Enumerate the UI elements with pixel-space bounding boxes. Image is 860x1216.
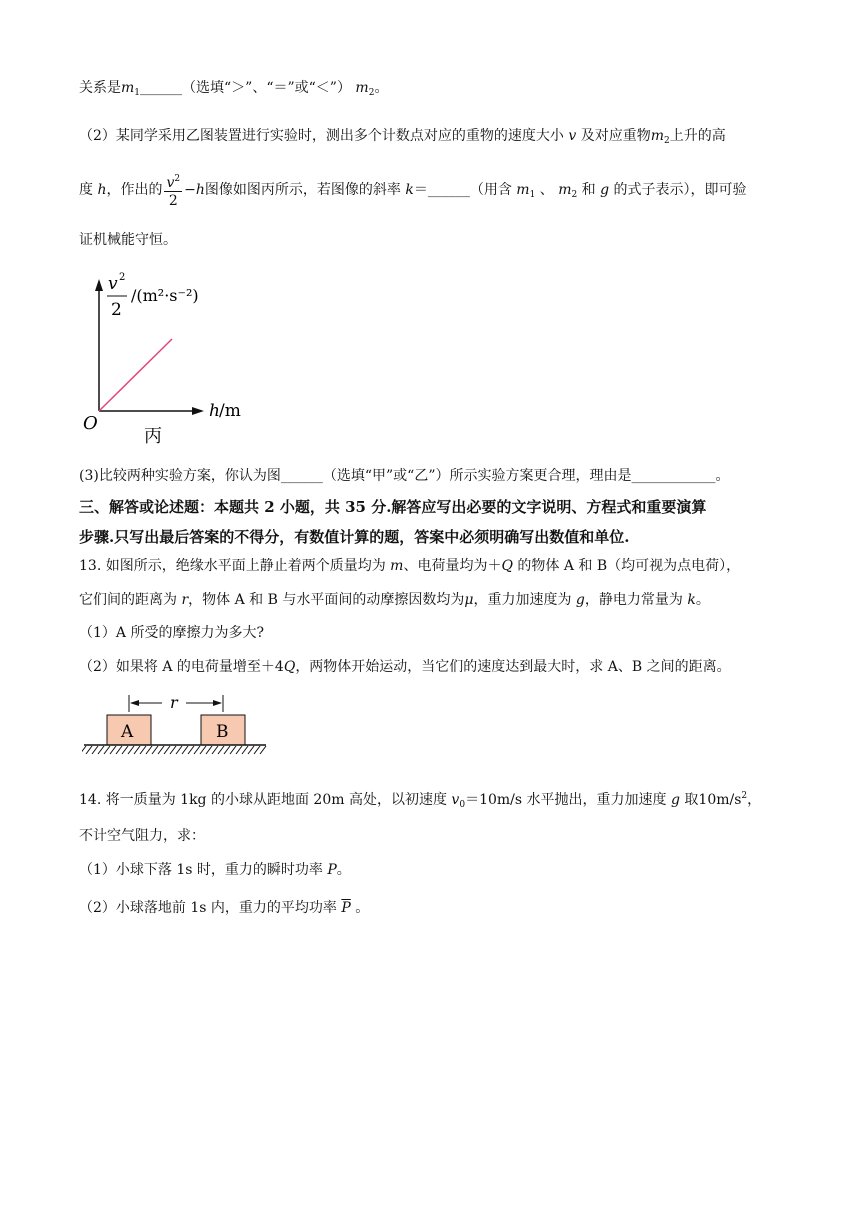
hatch-stroke (134, 746, 140, 754)
hatch-stroke (188, 746, 194, 754)
text: 。 (336, 862, 351, 878)
q13-line1 (79, 556, 740, 576)
text: 取 (684, 792, 699, 808)
q13-sub2 (79, 657, 731, 677)
answer-blank: ______ (140, 80, 183, 96)
text: （1）小球下落 1s 时，重力的瞬时功率 (79, 862, 323, 878)
ground-hatching (82, 746, 266, 754)
hatch-stroke (82, 746, 86, 754)
hatch-stroke (116, 746, 122, 754)
hatch-stroke (230, 746, 236, 754)
hatch-stroke (224, 746, 230, 754)
section3-heading-line1: 三、解答或论述题：本题共 2 小题，共 35 分.解答应写出必要的文字说明、方程式和重要演算 (79, 498, 707, 516)
sup: 2 (741, 791, 748, 801)
text: ，静电力常量为 (584, 592, 683, 608)
var-m: m (650, 128, 665, 144)
text: 、 (539, 182, 554, 198)
var-h: h (97, 182, 107, 198)
y-label-v: v (108, 274, 118, 294)
hatch-stroke (152, 746, 158, 754)
text: 的物体 A 和 B（均可视为点电荷）， (517, 558, 741, 574)
y-label-unit: /(m²·s⁻²) (131, 286, 199, 305)
hatch-stroke (236, 746, 242, 754)
text: 的式子表示），即可验 (613, 182, 747, 198)
sub: 2 (368, 88, 375, 98)
q14-sub1 (79, 860, 351, 880)
value: ＝10m/s (465, 792, 523, 808)
r-arrow-right-head (213, 700, 222, 706)
hatch-stroke (98, 746, 104, 754)
sup: 2 (174, 173, 181, 184)
text: 14. 将一质量为 1kg 的小球从距地面 20m 高处，以初速度 (79, 792, 447, 808)
text: ， (747, 792, 762, 808)
sub: 2 (664, 136, 670, 146)
text: 13. 如图所示，绝缘水平面上静止着两个质量均为 (79, 558, 386, 574)
sub: 1 (134, 88, 141, 98)
var-v0: v (451, 792, 460, 808)
q13-figure (82, 690, 272, 760)
text: 。 (374, 80, 389, 96)
hatch-stroke (110, 746, 116, 754)
text: ＝______（用含 (413, 182, 512, 198)
text: (3)比较两种实验方案，你认为图 (79, 468, 281, 484)
text: （选填“＞”、“＝”或“＜”） (182, 80, 351, 96)
hatch-stroke (200, 746, 206, 754)
hatch-stroke (212, 746, 218, 754)
q12-part3 (79, 466, 729, 486)
text: 。 (695, 592, 710, 608)
x-label-unit: /m (219, 401, 241, 421)
hatch-stroke (254, 746, 260, 754)
var-mu: μ (464, 592, 474, 608)
hatch-stroke (128, 746, 134, 754)
var-k: k (405, 182, 414, 198)
r-label: r (170, 693, 178, 712)
hatch-stroke (242, 746, 248, 754)
text: ，重力加速度为 (473, 592, 572, 608)
fraction-v2-over-2 (164, 171, 182, 210)
figure-caption: 丙 (144, 426, 162, 447)
den: 2 (168, 192, 178, 209)
block-b-label: B (216, 722, 229, 742)
text: 图像如图丙所示，若图像的斜率 (204, 182, 401, 198)
block-a-label: A (121, 722, 134, 742)
hatch-stroke (158, 746, 164, 754)
var-g: g (575, 592, 585, 608)
q13-sub1: （1）A 所受的摩擦力为多大? (79, 625, 264, 641)
text: ，作出的 (106, 182, 163, 198)
q14-line1 (79, 786, 761, 815)
text: （2）如果将 A 的电荷量增至＋4 (79, 659, 284, 675)
var-v: v (166, 174, 175, 191)
var-m: m (516, 182, 530, 198)
answer-blank: ____________。 (631, 468, 730, 484)
sub: 0 (459, 800, 466, 810)
var-v: v (568, 128, 577, 144)
section3-heading-line2: 步骤.只写出最后答案的不得分，有数值计算的题，答案中必须明确写出数值和单位. (79, 528, 630, 546)
hatch-stroke (92, 746, 98, 754)
var-m: m (355, 80, 369, 96)
var-P: P (327, 862, 337, 878)
var-Q: Q (283, 659, 296, 675)
graph-bing (78, 265, 258, 450)
text: 它们间的距离为 (79, 592, 177, 608)
r-arrow-left-head (130, 700, 139, 706)
data-line (99, 339, 172, 411)
y-label-den: 2 (111, 300, 122, 320)
hatch-stroke (170, 746, 176, 754)
hatch-stroke (104, 746, 110, 754)
hatch-stroke (86, 746, 92, 754)
value: 10m/s (698, 792, 742, 808)
var-m: m (121, 80, 135, 96)
hatch-stroke (164, 746, 170, 754)
text: 上升的高 (669, 128, 726, 144)
var-g: g (600, 182, 610, 198)
var-r: r (181, 592, 189, 608)
q12-part2-line1 (79, 126, 726, 151)
text: ，两物体开始运动，当它们的速度达到最大时，求 A、B 之间的距离。 (295, 659, 731, 675)
sub: 2 (571, 190, 578, 200)
text: 水平抛出，重力加速度 (526, 792, 667, 808)
text: ______（选填“甲”或“乙”）所示实验方案更合理，理由是 (280, 468, 632, 484)
q14-line2: 不计空气阻力，求： (79, 828, 205, 844)
x-axis-arrow (192, 407, 204, 415)
sub: 1 (529, 190, 536, 200)
text: 。 (355, 900, 370, 916)
y-axis-arrow (95, 279, 103, 291)
origin-label: O (83, 413, 98, 434)
text: （2）小球落地前 1s 内，重力的平均功率 (79, 900, 337, 916)
text: ，物体 A 和 B 与水平面间的动摩擦因数均为 (188, 592, 465, 608)
hatch-stroke (260, 746, 266, 754)
hatch-stroke (194, 746, 200, 754)
hatch-stroke (182, 746, 188, 754)
hatch-stroke (146, 746, 152, 754)
q13-line2 (79, 590, 710, 610)
hatch-stroke (176, 746, 182, 754)
q12-part2-line3: 证机械能守恒。 (79, 232, 177, 248)
var-P-bar: $\overline{P}$ (341, 900, 351, 916)
x-label-h: h (209, 401, 220, 421)
text: 、电荷量均为＋ (403, 558, 502, 574)
hatch-stroke (206, 746, 212, 754)
var-m: m (558, 182, 572, 198)
var-m: m (390, 558, 404, 574)
var-Q: Q (501, 558, 513, 574)
hatch-stroke (248, 746, 254, 754)
text: 度 (79, 182, 93, 198)
hatch-stroke (218, 746, 224, 754)
var-k: k (687, 592, 696, 608)
minus-h: −h (184, 182, 205, 198)
hatch-stroke (122, 746, 128, 754)
var-g: g (670, 792, 680, 808)
text: 和 (581, 182, 596, 198)
text: （2）某同学采用乙图装置进行实验时，测出多个计数点对应的重物的速度大小 (79, 128, 564, 144)
q12-part2-line2 (79, 170, 747, 215)
q14-sub2 (79, 898, 369, 918)
q12-line-relation (79, 78, 388, 103)
hatch-stroke (140, 746, 146, 754)
text: 关系是 (79, 80, 121, 96)
y-label-sup: 2 (119, 272, 126, 283)
text: 及对应重物 (580, 128, 651, 144)
